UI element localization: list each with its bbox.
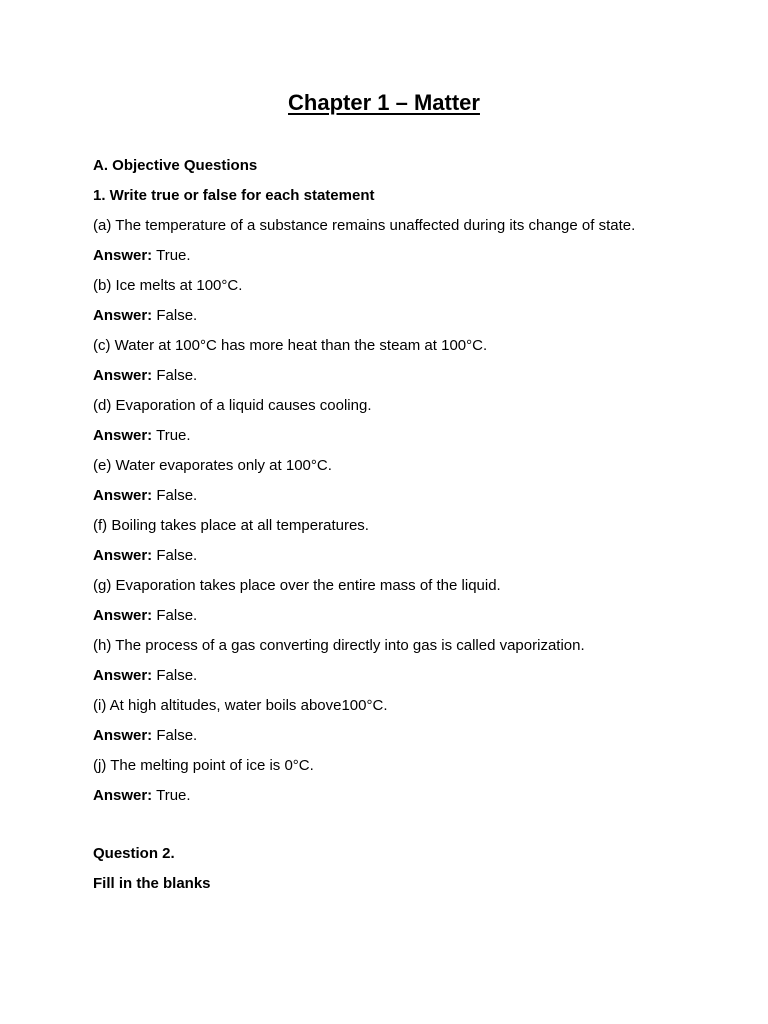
answer-label: Answer: <box>93 427 153 444</box>
statement-h: (h) The process of a gas converting directly into gas is called vaporization. <box>93 637 585 654</box>
content-body <box>93 156 676 904</box>
answer-h <box>93 666 676 686</box>
answer-value: False. <box>156 547 198 564</box>
answer-value: True. <box>156 787 191 804</box>
answer-label: Answer: <box>93 307 153 324</box>
statement-c: (c) Water at 100°C has more heat than the steam at 100°C. <box>93 337 488 354</box>
section-heading: A. Objective Questions <box>93 157 258 174</box>
question-2-subheading: Fill in the blanks <box>93 875 211 892</box>
statement-i: (i) At high altitudes, water boils above100°C. <box>93 697 388 714</box>
answer-j <box>93 786 676 806</box>
page-title-text: Chapter 1 – Matter <box>288 90 480 115</box>
answer-label: Answer: <box>93 607 153 624</box>
answer-value: True. <box>156 247 191 264</box>
answer-g <box>93 606 676 626</box>
answer-d <box>93 426 676 446</box>
answer-value: False. <box>156 487 198 504</box>
answer-e <box>93 486 676 506</box>
statement-a: (a) The temperature of a substance remains unaffected during its change of state. <box>93 217 636 234</box>
answer-c <box>93 366 676 386</box>
answer-a <box>93 246 676 266</box>
statement-e: (e) Water evaporates only at 100°C. <box>93 457 332 474</box>
answer-value: True. <box>156 427 191 444</box>
answer-label: Answer: <box>93 727 153 744</box>
answer-b <box>93 306 676 326</box>
answer-value: False. <box>156 667 198 684</box>
answer-value: False. <box>156 607 198 624</box>
answer-value: False. <box>156 307 198 324</box>
statement-b: (b) Ice melts at 100°C. <box>93 277 243 294</box>
question-2-heading: Question 2. <box>93 845 175 862</box>
statement-f: (f) Boiling takes place at all temperatures. <box>93 517 369 534</box>
answer-label: Answer: <box>93 487 153 504</box>
answer-value: False. <box>156 727 198 744</box>
question-1-heading: 1. Write true or false for each statement <box>93 187 375 204</box>
answer-f <box>93 546 676 566</box>
answer-label: Answer: <box>93 367 153 384</box>
answer-label: Answer: <box>93 247 153 264</box>
answer-i <box>93 726 676 746</box>
answer-label: Answer: <box>93 547 153 564</box>
answer-label: Answer: <box>93 667 153 684</box>
statement-d: (d) Evaporation of a liquid causes cooling. <box>93 397 372 414</box>
answer-label: Answer: <box>93 787 153 804</box>
page-title <box>0 88 768 118</box>
statement-g: (g) Evaporation takes place over the entire mass of the liquid. <box>93 577 501 594</box>
answer-value: False. <box>156 367 198 384</box>
statement-j: (j) The melting point of ice is 0°C. <box>93 757 314 774</box>
